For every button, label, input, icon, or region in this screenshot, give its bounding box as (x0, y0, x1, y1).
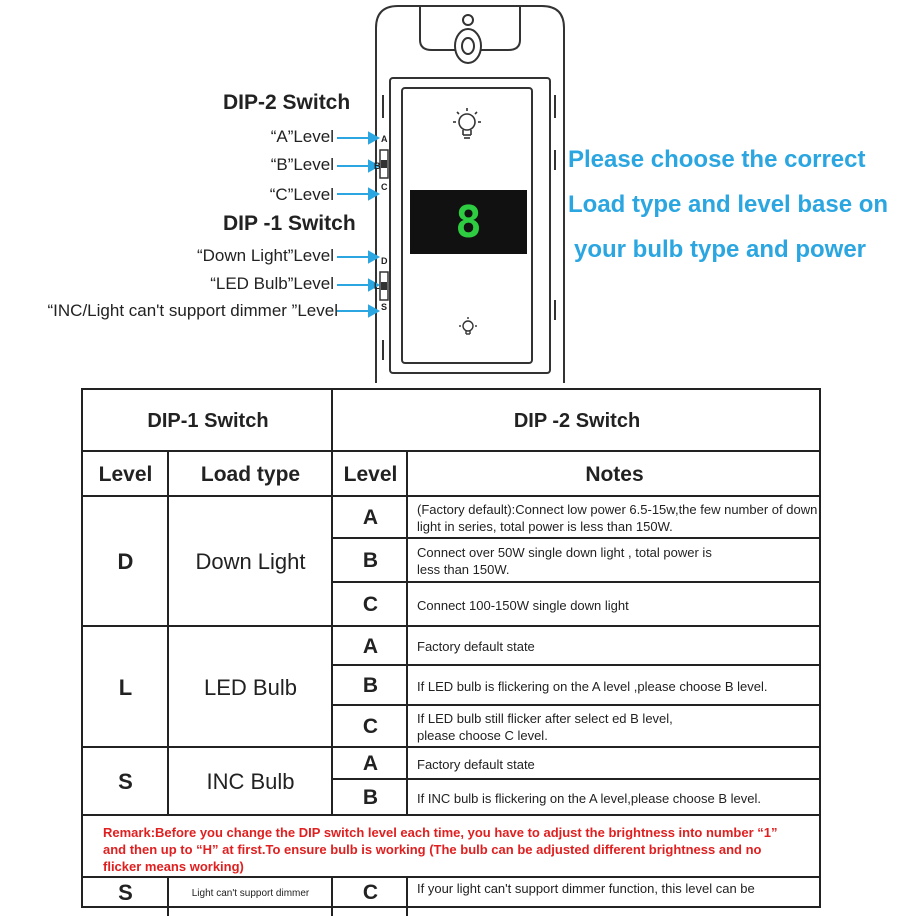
dip1-led-bulb-label: “LED Bulb”Level (210, 274, 334, 293)
d-row-a-level: A (362, 506, 379, 529)
note-line-2: Load type and level base on (568, 191, 889, 218)
dip1-inc-label: “INC/Light can't support dimmer ”Level (47, 301, 338, 320)
grid-line (83, 450, 819, 452)
col-level2: Level (343, 462, 398, 486)
settings-table (81, 388, 821, 908)
last-row-load: Light can't support dimmer (191, 887, 310, 899)
group-d-load: Down Light (195, 549, 306, 574)
bulb-small-icon (457, 316, 479, 338)
group-d-level: D (117, 549, 134, 574)
dip2-level-a-label: “A”Level (270, 127, 334, 146)
remark-text: Remark:Before you change the DIP switch level each time, you have to adjust the brightness into number “1” and then up to “H” at first.To ensure bulb is working (The bulb can be adjusted different brightness and no flicker means working) (103, 825, 778, 874)
grid-line (331, 664, 819, 666)
s-row-b-note: If INC bulb is flickering on the A level,please choose B level. (417, 790, 761, 806)
d-row-a-note: (Factory default):Connect low power 6.5-15w,the few number of down light in series, total power is less than 150W. (417, 502, 818, 534)
l-row-a-level: A (362, 634, 379, 658)
grid-line (83, 495, 819, 497)
switch-letter-c: C (381, 182, 388, 192)
note-line-3: your bulb type and power (574, 236, 867, 263)
grid-line (331, 390, 333, 814)
dip2-level-b-label: “B”Level (270, 155, 334, 174)
bulb-icon (449, 106, 485, 142)
s-row-a-level: A (362, 752, 379, 775)
grid-line (83, 814, 819, 816)
grid-line (331, 778, 819, 780)
grid-line (83, 876, 819, 878)
switch-letter-b: B (374, 161, 381, 171)
grid-line (406, 450, 408, 814)
d-row-b-level: B (362, 549, 379, 572)
grid-line (331, 704, 819, 706)
display-digit: 8 (455, 196, 482, 248)
s-row-a-note: Factory default state (417, 756, 535, 772)
last-row-level: S (118, 880, 133, 905)
last-row-level2: C (362, 881, 379, 904)
grid-line (331, 581, 819, 583)
group-l-load: LED Bulb (204, 674, 297, 700)
s-row-b-level: B (362, 786, 379, 809)
d-row-c-level: C (362, 593, 379, 616)
l-row-c-note: If LED bulb still flicker after select ed B level, please choose C level. (417, 711, 673, 743)
grid-line (83, 625, 819, 627)
note-line-1: Please choose the correct (568, 146, 866, 173)
dip2-title: DIP-2 Switch (223, 91, 351, 114)
group-s-level: S (118, 769, 133, 794)
header-dip2: DIP -2 Switch (513, 409, 641, 432)
switch-letter-l: L (374, 281, 380, 291)
l-row-c-level: C (362, 715, 379, 738)
switch-diagram (0, 0, 901, 385)
grid-line (406, 876, 408, 916)
dip1-title: DIP -1 Switch (223, 212, 356, 235)
l-row-b-note: If LED bulb is flickering on the A level ,please choose B level. (417, 678, 768, 694)
grid-line (167, 450, 169, 814)
switch-letter-s: S (381, 302, 388, 312)
col-load-type: Load type (200, 462, 301, 486)
group-l-level: L (118, 674, 133, 700)
l-row-a-note: Factory default state (417, 639, 535, 654)
switch-letter-d: D (381, 256, 388, 266)
col-notes: Notes (585, 462, 644, 486)
grid-line (331, 537, 819, 539)
dip2-level-c-label: “C”Level (269, 185, 334, 204)
switch-letter-a: A (381, 134, 388, 144)
l-row-b-level: B (362, 674, 379, 697)
header-dip1: DIP-1 Switch (147, 409, 269, 432)
last-row-note: If your light can't support dimmer function, this level can be (417, 881, 755, 896)
grid-line (167, 876, 169, 916)
dip1-down-light-label: “Down Light”Level (196, 246, 334, 265)
grid-line (83, 746, 819, 748)
d-row-c-note: Connect 100-150W single down light (417, 597, 629, 613)
group-s-load: INC Bulb (206, 769, 295, 794)
d-row-b-note: Connect over 50W single down light , total power is less than 150W. (417, 545, 712, 577)
grid-line (331, 876, 333, 916)
col-level: Level (98, 462, 153, 486)
